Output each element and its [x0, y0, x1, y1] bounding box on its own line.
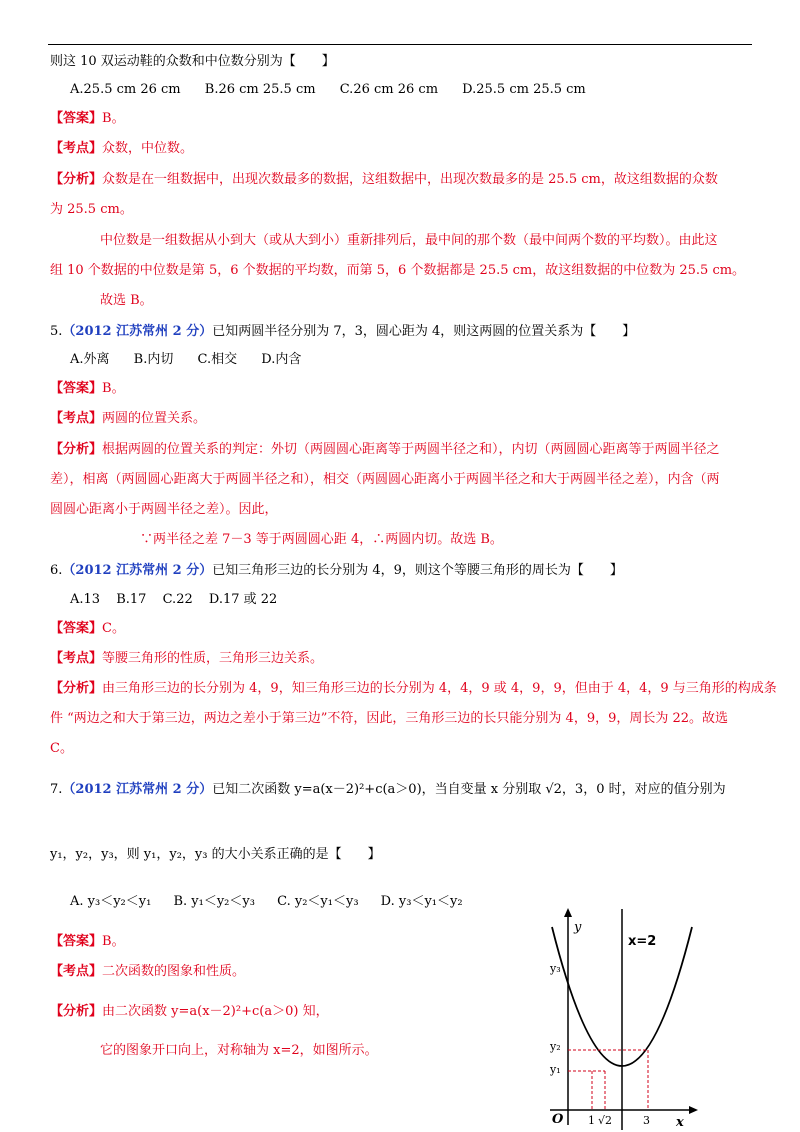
q4-point: [50, 140, 193, 158]
q4-analysis-1: [50, 171, 718, 189]
question-number: 5.: [50, 324, 63, 339]
q7-analysis-2: 它的图象开口向上，对称轴为 x=2，如图所示。: [100, 1043, 378, 1058]
q6-stem: [50, 562, 623, 580]
q5-options: [70, 351, 321, 369]
q6-analysis-3: C。: [50, 741, 73, 756]
question-stem: 已知两圆半径分别为 7，3，圆心距为 4，则这两圆的位置关系为【 】: [212, 324, 636, 339]
y3-label: y₃: [550, 962, 561, 975]
q5-analysis-4: ∵两半径之差 7－3 等于两圆圆心距 4，∴两圆内切。故选 B。: [140, 532, 503, 547]
y1-label: y₁: [550, 1063, 561, 1076]
q7-stem-b: y₁，y₂，y₃，则 y₁，y₂，y₃ 的大小关系正确的是【 】: [50, 847, 381, 862]
q7-point: [50, 963, 245, 981]
q7-option-b: B. y₁＜y₂＜y₃: [173, 894, 255, 909]
q5-analysis-3: 圆圆心距离小于两圆半径之差）。因此，: [50, 502, 278, 517]
question-source: （2012 江苏常州 2 分）: [62, 563, 213, 578]
q7-answer: [50, 933, 125, 951]
answer-text: C。: [102, 621, 125, 636]
q6-option-a: A.13: [70, 592, 101, 607]
analysis-tag: 【分析】: [50, 172, 103, 187]
question-source: （2012 江苏常州 2 分）: [62, 782, 213, 797]
answer-text: B。: [102, 381, 125, 396]
answer-tag: 【答案】: [50, 111, 103, 126]
q4-answer: [50, 110, 125, 128]
y-axis-label: y: [574, 920, 582, 935]
y-axis-arrow: [564, 908, 572, 917]
q4-stem-tail: 则这 10 双运动鞋的众数和中位数分别为【 】: [50, 54, 335, 69]
question-source: （2012 江苏常州 2 分）: [62, 324, 213, 339]
answer-text: B。: [102, 111, 125, 126]
q4-options: [70, 81, 606, 99]
q7-option-a: A. y₃＜y₂＜y₁: [70, 894, 152, 909]
q4-analysis-4: 组 10 个数据的中位数是第 5，6 个数据的平均数，而第 5，6 个数据都是 25.5 cm，故这组数据的中位数为 25.5 cm。: [50, 263, 746, 278]
point-tag: 【考点】: [50, 964, 103, 979]
tick-3-label: 3: [643, 1114, 650, 1127]
q4-analysis-5: 故选 B。: [100, 293, 153, 308]
y2-label: y₂: [550, 1040, 561, 1053]
q6-analysis-2: 件 “两边之和大于第三边，两边之差小于第三边”不符，因此，三角形三边的长只能分别为 4，9，9，周长为 22。故选: [50, 711, 729, 726]
question-number: 7.: [50, 782, 63, 797]
q4-option-d: D.25.5 cm 25.5 cm: [462, 82, 586, 97]
origin-label: O: [552, 1112, 564, 1127]
x-axis-arrow: [689, 1106, 698, 1114]
q4-analysis-3: 中位数是一组数据从小到大（或从大到小）重新排列后，最中间的那个数（最中间两个数的平均数）。由此这: [100, 233, 718, 248]
question-stem: 已知三角形三边的长分别为 4，9，则这个等腰三角形的周长为【 】: [212, 563, 623, 578]
q5-option-d: D.内含: [261, 352, 302, 367]
q6-option-c: C.22: [162, 592, 193, 607]
x-axis-label: x: [676, 1115, 684, 1130]
answer-text: B。: [102, 934, 125, 949]
point-tag: 【考点】: [50, 411, 103, 426]
answer-tag: 【答案】: [50, 621, 103, 636]
tick-sqrt2-label: √2: [598, 1114, 613, 1127]
analysis-text: 众数是在一组数据中，出现次数最多的数据，这组数据中，出现次数最多的是 25.5 cm，故这组数据的众数: [102, 172, 718, 187]
question-number: 6.: [50, 563, 63, 578]
analysis-tag: 【分析】: [50, 1004, 103, 1019]
q6-option-d: D.17 或 22: [208, 592, 278, 607]
q5-analysis-1: [50, 441, 720, 459]
q4-option-b: B.26 cm 25.5 cm: [204, 82, 316, 97]
q5-analysis-2: 差），相离（两圆圆心距离大于两圆半径之和），相交（两圆圆心距离小于两圆半径之和大于两圆半径之差），内含（两: [50, 472, 720, 487]
point-text: 二次函数的图象和性质。: [102, 964, 246, 979]
q7-analysis-1: [50, 1003, 329, 1021]
q6-options: [70, 591, 297, 609]
q5-answer: [50, 380, 125, 398]
q7-stem-a: [50, 781, 726, 799]
answer-tag: 【答案】: [50, 381, 103, 396]
analysis-tag: 【分析】: [50, 681, 103, 696]
q7-options: [70, 893, 483, 911]
q5-stem: [50, 323, 635, 341]
analysis-text: 根据两圆的位置关系的判定：外切（两圆圆心距离等于两圆半径之和），内切（两圆圆心距离等于两圆半径之: [102, 442, 720, 457]
point-text: 等腰三角形的性质，三角形三边关系。: [102, 651, 324, 666]
q5-option-b: B.内切: [133, 352, 174, 367]
point-tag: 【考点】: [50, 651, 103, 666]
symmetry-axis-label: x=2: [628, 934, 657, 949]
analysis-tag: 【分析】: [50, 442, 103, 457]
q4-analysis-2: 为 25.5 cm。: [50, 202, 133, 217]
q5-option-a: A.外离: [70, 352, 110, 367]
q7-option-d: D. y₃＜y₁＜y₂: [380, 894, 463, 909]
q4-option-c: C.26 cm 26 cm: [339, 82, 439, 97]
q6-point: [50, 650, 323, 668]
q4-option-a: A.25.5 cm 26 cm: [70, 82, 181, 97]
q5-point: [50, 410, 206, 428]
question-stem: 已知二次函数 y=a(x－2)²+c(a＞0)，当自变量 x 分别取 √2，3，0 时，对应的值分别为: [212, 782, 726, 797]
q6-analysis-1: [50, 680, 777, 698]
point-text: 两圆的位置关系。: [102, 411, 207, 426]
q6-option-b: B.17: [116, 592, 147, 607]
analysis-text: 由三角形三边的长分别为 4，9，知三角形三边的长分别为 4，4，9 或 4，9，9，但由于 4，4，9 与三角形的构成条: [102, 681, 777, 696]
q6-answer: [50, 620, 125, 638]
answer-tag: 【答案】: [50, 934, 103, 949]
analysis-text: 由二次函数 y=a(x－2)²+c(a＞0) 知，: [102, 1004, 329, 1019]
q5-option-c: C.相交: [197, 352, 238, 367]
parabola-graph: [530, 905, 700, 1130]
header-rule: [48, 44, 752, 45]
tick-1-label: 1: [588, 1114, 595, 1127]
q7-option-c: C. y₂＜y₁＜y₃: [277, 894, 359, 909]
point-tag: 【考点】: [50, 141, 103, 156]
point-text: 众数，中位数。: [102, 141, 194, 156]
